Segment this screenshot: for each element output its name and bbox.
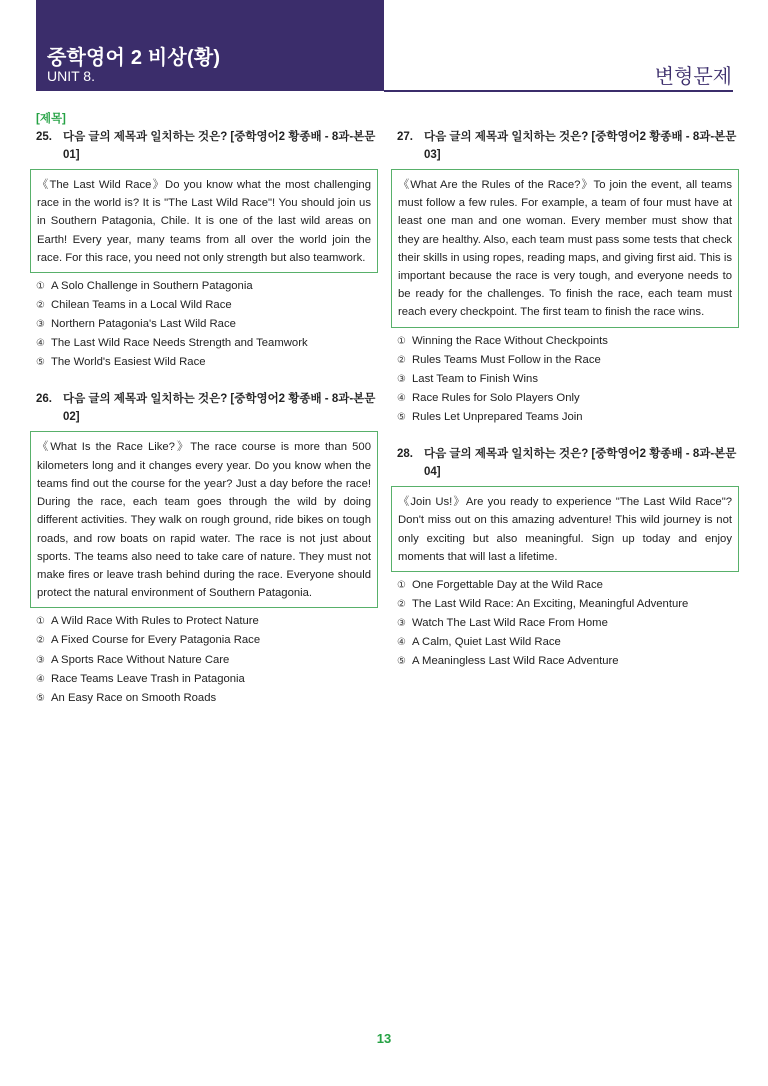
option-number: ① xyxy=(397,579,406,591)
worksheet-type-label: 변형문제 xyxy=(654,66,732,88)
answer-option[interactable] xyxy=(397,370,739,389)
answer-option[interactable] xyxy=(397,652,739,671)
option-text: Race Teams Leave Trash in Patagonia xyxy=(51,672,245,685)
question-number: 28. xyxy=(397,448,413,461)
answer-option[interactable] xyxy=(397,408,739,427)
option-number: ③ xyxy=(36,319,45,331)
option-text: One Forgettable Day at the Wild Race xyxy=(412,578,603,591)
option-number: ② xyxy=(36,635,45,647)
option-text: Winning the Race Without Checkpoints xyxy=(412,334,608,347)
answer-options xyxy=(397,576,739,671)
option-text: Northern Patagonia's Last Wild Race xyxy=(51,318,236,331)
textbook-title: 중학영어 2 비상(황) xyxy=(47,47,221,69)
answer-option[interactable] xyxy=(36,315,378,334)
question-title xyxy=(36,128,378,164)
answer-option[interactable] xyxy=(36,631,378,650)
question-text: 다음 글의 제목과 일치하는 것은? [중학영어2 황종배 - 8과-본문 01] xyxy=(63,131,376,161)
question-title xyxy=(36,390,378,426)
passage-box: 《Join Us!》Are you ready to experience "The Last Wild Race"? Don't miss out on this amazing adventure! This wild journey is not only exciting but also meaningful. Sign up today and enjoy moments that will last a lifetime. xyxy=(391,486,739,572)
unit-label: UNIT 8. xyxy=(47,68,95,84)
option-text: An Easy Race on Smooth Roads xyxy=(51,691,217,704)
answer-option[interactable] xyxy=(397,389,739,408)
passage-box: 《What Are the Rules of the Race?》To join the event, all teams must follow a few rules. For example, a team of four must have at least one man and one woman. Every member must show that they are healthy. Also, each team must pass some tests that check their skills in using ropes, reading maps, and giving first aid. This is important because the race is very tough, and everyone needs to be ready for the challenges. To finish the race, each team must reach every checkpoint. The first team to finish the race wins. xyxy=(391,169,739,328)
option-number: ④ xyxy=(36,673,45,685)
section-spacer xyxy=(397,110,739,124)
answer-option[interactable] xyxy=(36,277,378,296)
question-title xyxy=(397,128,739,164)
answer-options xyxy=(397,332,739,427)
option-number: ② xyxy=(36,300,45,312)
answer-option[interactable] xyxy=(36,689,378,708)
question-25 xyxy=(36,128,378,372)
question-text: 다음 글의 제목과 일치하는 것은? [중학영어2 황종배 - 8과-본문 02] xyxy=(63,393,376,424)
answer-option[interactable] xyxy=(36,353,378,372)
answer-option[interactable] xyxy=(36,612,378,631)
answer-option[interactable] xyxy=(36,296,378,315)
option-text: A Wild Race With Rules to Protect Nature xyxy=(51,615,259,628)
page-number: 13 xyxy=(376,1031,392,1046)
option-number: ④ xyxy=(397,637,406,649)
question-number: 25. xyxy=(36,131,52,143)
question-number: 27. xyxy=(397,131,413,143)
answer-option[interactable] xyxy=(397,614,739,633)
question-28 xyxy=(397,445,739,671)
option-number: ③ xyxy=(397,618,406,630)
answer-option[interactable] xyxy=(397,332,739,351)
question-number: 26. xyxy=(36,393,52,406)
answer-option[interactable] xyxy=(36,334,378,353)
option-text: A Sports Race Without Nature Care xyxy=(51,653,230,666)
section-label: [제목] xyxy=(36,113,66,125)
right-column xyxy=(397,110,739,689)
option-text: Watch The Last Wild Race From Home xyxy=(412,617,608,630)
option-text: A Calm, Quiet Last Wild Race xyxy=(412,636,561,649)
option-number: ① xyxy=(36,281,45,293)
option-text: The Last Wild Race Needs Strength and Teamwork xyxy=(51,337,308,350)
answer-option[interactable] xyxy=(397,595,739,614)
question-text: 다음 글의 제목과 일치하는 것은? [중학영어2 황종배 - 8과-본문 04] xyxy=(424,448,737,479)
option-number: ⑤ xyxy=(36,692,45,704)
left-column xyxy=(36,110,378,726)
option-number: ① xyxy=(36,616,45,628)
question-text: 다음 글의 제목과 일치하는 것은? [중학영어2 황종배 - 8과-본문 03] xyxy=(424,131,737,161)
option-number: ③ xyxy=(36,654,45,666)
answer-options xyxy=(36,612,378,707)
option-number: ② xyxy=(397,354,406,366)
option-text: Chilean Teams in a Local Wild Race xyxy=(51,299,232,312)
option-text: The Last Wild Race: An Exciting, Meaningful Adventure xyxy=(412,598,689,610)
option-text: Race Rules for Solo Players Only xyxy=(412,391,580,404)
option-text: A Fixed Course for Every Patagonia Race xyxy=(51,634,261,647)
option-number: ⑤ xyxy=(397,412,406,423)
option-number: ⑤ xyxy=(397,656,406,668)
answer-option[interactable] xyxy=(397,351,739,370)
option-text: Last Team to Finish Wins xyxy=(412,372,538,385)
option-number: ⑤ xyxy=(36,357,45,369)
question-27 xyxy=(397,128,739,427)
option-number: ④ xyxy=(36,338,45,350)
option-text: The World's Easiest Wild Race xyxy=(51,356,206,369)
answer-options xyxy=(36,277,378,372)
answer-option[interactable] xyxy=(36,651,378,670)
option-text: Rules Teams Must Follow in the Race xyxy=(412,353,601,366)
question-26 xyxy=(36,390,378,707)
passage-box: 《The Last Wild Race》Do you know what the most challenging race in the world is? It is "The Last Wild Race"! You should join us in Southern Patagonia, Chile. It is one of the last wild areas on Earth! Every year, many teams from all over the world join the race. For this race, you need not only strength but also teamwork. xyxy=(30,169,378,273)
answer-option[interactable] xyxy=(397,633,739,652)
header-banner xyxy=(36,0,384,91)
option-number: ④ xyxy=(397,392,406,404)
option-text: A Solo Challenge in Southern Patagonia xyxy=(51,280,253,293)
option-text: A Meaningless Last Wild Race Adventure xyxy=(412,655,619,668)
passage-box: 《What Is the Race Like?》The race course is more than 500 kilometers long and it changes every year. Do you know when the teams find out the course for the year? Just a day before the race! During the race, each team goes through the wild by doing different activities. They walk on rough ground, ride bikes on tough roads, and row boats on rapid water. The race is not just about sports. The teams also need to take care of nature. They must not make fires or leave trash behind during the race. Everyone should protect the natural environment of Southern Patagonia. xyxy=(30,431,378,608)
header-divider xyxy=(384,90,733,92)
answer-option[interactable] xyxy=(397,576,739,595)
option-number: ① xyxy=(397,335,406,347)
option-number: ② xyxy=(397,599,406,610)
question-title xyxy=(397,445,739,481)
option-text: Rules Let Unprepared Teams Join xyxy=(412,411,583,423)
answer-option[interactable] xyxy=(36,670,378,689)
option-number: ③ xyxy=(397,373,406,385)
